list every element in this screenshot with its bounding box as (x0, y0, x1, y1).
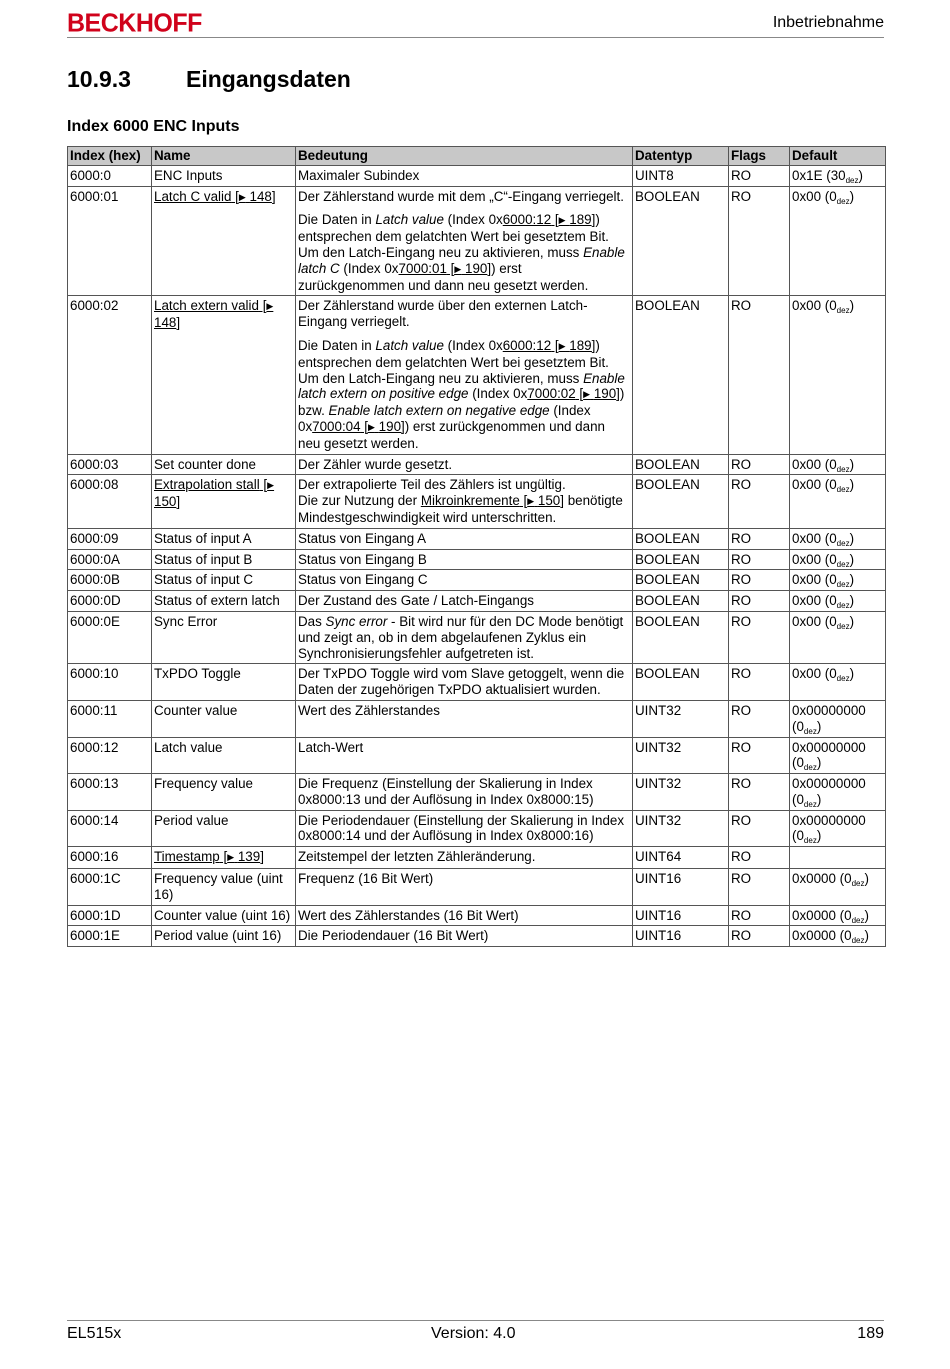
cell-flags: RO (729, 591, 790, 612)
col-header-flags: Flags (729, 147, 790, 166)
cell-name: Frequency value (uint 16) (152, 869, 296, 906)
table-row (68, 528, 886, 549)
cell-name: Set counter done (152, 454, 296, 475)
ref-link[interactable]: 7000:02 [▶ 190] (527, 386, 620, 402)
table-title: Index 6000 ENC Inputs (67, 118, 240, 135)
section-number: 10.9.3 (67, 66, 131, 92)
cell-index: 6000:03 (68, 454, 152, 475)
cell-default: 0x00 $(0_{dez})$ (790, 296, 886, 454)
table-row (68, 774, 886, 811)
cell-index: 6000:0D (68, 591, 152, 612)
cell-desc: Wert des Zählerstandes (16 Bit Wert) (296, 905, 633, 926)
cell-index: 6000:0B (68, 570, 152, 591)
section-heading (67, 66, 351, 93)
ref-link[interactable]: 7000:04 [▶ 190] (312, 418, 405, 434)
cell-default: 0x00 $(0_{dez})$ (790, 664, 886, 701)
cell-flags: RO (729, 528, 790, 549)
cell-desc: Der Zählerstand wurde mit dem „C“-Eingang verriegelt. Die Daten in Latch value (Index 0x6000:12 [▶ 189]) entsprechen dem gelatchten Wert bei gesetztem Bit. Um den Latch-Eingang neu zu aktivieren, muss Enable latch C (Index 0x7000:01 [▶ 190]) erst zurückgenommen und dann neu gesetzt werden. (296, 186, 633, 296)
section-title: Eingangsdaten (186, 66, 351, 92)
cell-default: 0x00 $(0_{dez})$ (790, 528, 886, 549)
cell-type: UINT16 (633, 926, 729, 947)
triangle-right-icon: ▶ (266, 301, 274, 312)
cell-desc: Die Periodendauer (Einstellung der Skalierung in Index 0x8000:14 und der Auflösung in Index 0x8000:16) (296, 810, 633, 847)
table-row (68, 549, 886, 570)
cell-flags: RO (729, 869, 790, 906)
cell-name: Status of input C (152, 570, 296, 591)
cell-desc: Frequenz (16 Bit Wert) (296, 869, 633, 906)
name-link[interactable]: Latch extern valid [▶ 148] (154, 298, 274, 331)
col-header-default: Default (790, 147, 886, 166)
cell-flags: RO (729, 810, 790, 847)
cell-index: 6000:0 (68, 165, 152, 186)
table-row (68, 570, 886, 591)
cell-flags: RO (729, 847, 790, 869)
cell-index: 6000:13 (68, 774, 152, 811)
cell-flags: RO (729, 454, 790, 475)
cell-default: 0x00 $(0_{dez})$ (790, 186, 886, 296)
cell-desc: Wert des Zählerstandes (296, 700, 633, 737)
cell-type: UINT8 (633, 165, 729, 186)
cell-index: 6000:14 (68, 810, 152, 847)
ref-link[interactable]: 6000:12 [▶ 189] (502, 212, 596, 228)
cell-desc: Das Sync error - Bit wird nur für den DC Mode benötigt und zeigt an, ob in dem abgelaufenen Zyklus ein Synchronisierungsfehler aufgetreten ist. (296, 611, 633, 663)
triangle-right-icon: ▶ (368, 421, 375, 432)
cell-desc: Der Zählerstand wurde über den externen Latch-Eingang verriegelt. Die Daten in Latch value (Index 0x6000:12 [▶ 189]) entsprechen dem gelatchten Wert bei gesetztem Bit. Um den Latch-Eingang neu zu aktivieren, muss Enable latch extern on positive edge (Index 0x7000:02 [▶ 190]) bzw. Enable latch extern on negative edge (Index 0x7000:04 [▶ 190]) erst zurückgenommen und dann neu gesetzt werden. (296, 296, 633, 454)
cell-flags: RO (729, 186, 790, 296)
cell-index: 6000:01 (68, 186, 152, 296)
cell-desc: Die Periodendauer (16 Bit Wert) (296, 926, 633, 947)
beckhoff-logo: BECKHOFF (67, 8, 202, 38)
cell-name: ENC Inputs (152, 165, 296, 186)
cell-default: 0x00 $(0_{dez})$ (790, 591, 886, 612)
cell-desc: Status von Eingang C (296, 570, 633, 591)
cell-name[interactable] (152, 296, 296, 454)
cell-desc: Status von Eingang B (296, 549, 633, 570)
cell-desc: Status von Eingang A (296, 528, 633, 549)
cell-flags: RO (729, 737, 790, 774)
cell-index: 6000:12 (68, 737, 152, 774)
cell-name[interactable] (152, 186, 296, 296)
cell-desc: Latch-Wert (296, 737, 633, 774)
cell-index: 6000:10 (68, 664, 152, 701)
cell-index: 6000:16 (68, 847, 152, 869)
cell-name: Latch value (152, 737, 296, 774)
cell-default: 0x00 $(0_{dez})$ (790, 611, 886, 663)
cell-default: 0x00000000 $(0_{dez})$ (790, 737, 886, 774)
table-row (68, 810, 886, 847)
cell-desc: Der Zustand des Gate / Latch-Eingangs (296, 591, 633, 612)
cell-flags: RO (729, 296, 790, 454)
table-row (68, 737, 886, 774)
triangle-right-icon: ▶ (558, 340, 566, 351)
table-row (68, 296, 886, 454)
cell-index: 6000:0A (68, 549, 152, 570)
cell-default: 0x00 $(0_{dez})$ (790, 454, 886, 475)
table-header-row (68, 147, 886, 166)
cell-type: BOOLEAN (633, 475, 729, 528)
triangle-right-icon: ▶ (227, 852, 235, 863)
cell-type: UINT16 (633, 905, 729, 926)
cell-name: Counter value (152, 700, 296, 737)
cell-index: 6000:1E (68, 926, 152, 947)
triangle-right-icon: ▶ (583, 389, 591, 400)
cell-index: 6000:02 (68, 296, 152, 454)
cell-desc: Maximaler Subindex (296, 165, 633, 186)
cell-flags: RO (729, 549, 790, 570)
cell-flags: RO (729, 165, 790, 186)
cell-default: 0x00 $(0_{dez})$ (790, 570, 886, 591)
cell-index: 6000:0E (68, 611, 152, 663)
cell-name[interactable] (152, 475, 296, 528)
cell-flags: RO (729, 664, 790, 701)
cell-type: BOOLEAN (633, 454, 729, 475)
cell-default: 0x00 $(0_{dez})$ (790, 549, 886, 570)
cell-index: 6000:1C (68, 869, 152, 906)
cell-default: 0x00000000 $(0_{dez})$ (790, 774, 886, 811)
triangle-right-icon: ▶ (558, 215, 566, 226)
cell-flags: RO (729, 475, 790, 528)
cell-type: BOOLEAN (633, 296, 729, 454)
footer-page-number: 189 (857, 1325, 884, 1342)
col-header-index: Index (hex) (68, 147, 152, 166)
cell-name: Sync Error (152, 611, 296, 663)
cell-default: 0x00000000 $(0_{dez})$ (790, 810, 886, 847)
cell-desc: Der extrapolierte Teil des Zählers ist ungültig. Die zur Nutzung der Mikroinkremente [▶ 150] benötigte Mindestgeschwindigkeit wird unterschritten. (296, 475, 633, 528)
ref-link[interactable]: 6000:12 [▶ 189] (502, 337, 596, 353)
cell-name: Period value (uint 16) (152, 926, 296, 947)
cell-desc: Die Frequenz (Einstellung der Skalierung in Index 0x8000:13 und der Auflösung in Index 0x8000:15) (296, 774, 633, 811)
cell-desc: Zeitstempel der letzten Zähleränderung. (296, 847, 633, 869)
cell-default: 0x0000 $(0_{dez})$ (790, 869, 886, 906)
table-row (68, 847, 886, 869)
cell-name: Period value (152, 810, 296, 847)
table-row (68, 165, 886, 186)
col-header-meaning: Bedeutung (296, 147, 633, 166)
cell-flags: RO (729, 570, 790, 591)
cell-type: BOOLEAN (633, 528, 729, 549)
cell-default (790, 847, 886, 869)
cell-name: Status of input A (152, 528, 296, 549)
cell-desc: Der TxPDO Toggle wird vom Slave getoggelt, wenn die Daten der zugehörigen TxPDO aktualisiert wurden. (296, 664, 633, 701)
ref-link[interactable]: Mikroinkremente [▶ 150] (420, 493, 564, 509)
cell-desc: Der Zähler wurde gesetzt. (296, 454, 633, 475)
cell-name: Status of extern latch (152, 591, 296, 612)
table-row (68, 454, 886, 475)
header-title: Inbetriebnahme (772, 14, 884, 31)
cell-default: 0x1E $(30_{dez})$ (790, 165, 886, 186)
cell-name: Frequency value (152, 774, 296, 811)
footer-divider (67, 1320, 884, 1321)
cell-type: BOOLEAN (633, 549, 729, 570)
col-header-datatype: Datentyp (633, 147, 729, 166)
triangle-right-icon: ▶ (238, 191, 246, 202)
cell-type: BOOLEAN (633, 570, 729, 591)
table-row (68, 611, 886, 663)
name-link[interactable]: Latch C valid [▶ 148] (154, 188, 276, 204)
table-row (68, 926, 886, 947)
cell-type: UINT32 (633, 810, 729, 847)
ref-link[interactable]: 7000:01 [▶ 190] (398, 260, 492, 276)
cell-index: 6000:09 (68, 528, 152, 549)
cell-type: BOOLEAN (633, 591, 729, 612)
cell-default: 0x00000000 $(0_{dez})$ (790, 700, 886, 737)
cell-index: 6000:1D (68, 905, 152, 926)
table-row (68, 591, 886, 612)
cell-name: TxPDO Toggle (152, 664, 296, 701)
cell-flags: RO (729, 700, 790, 737)
cell-name: Status of input B (152, 549, 296, 570)
cell-type: BOOLEAN (633, 664, 729, 701)
cell-index: 6000:11 (68, 700, 152, 737)
cell-flags: RO (729, 611, 790, 663)
cell-type: UINT64 (633, 847, 729, 869)
footer-version: Version: 4.0 (431, 1325, 516, 1342)
table-row (68, 869, 886, 906)
table-row (68, 186, 886, 296)
object-table (67, 146, 886, 947)
table-row (68, 905, 886, 926)
cell-type: BOOLEAN (633, 186, 729, 296)
name-link[interactable]: Extrapolation stall [▶ 150] (154, 477, 275, 510)
cell-flags: RO (729, 905, 790, 926)
col-header-name: Name (152, 147, 296, 166)
table-row (68, 700, 886, 737)
cell-flags: RO (729, 774, 790, 811)
name-link[interactable]: Timestamp [▶ 139] (154, 849, 264, 865)
triangle-right-icon: ▶ (454, 263, 462, 274)
cell-index: 6000:08 (68, 475, 152, 528)
cell-name[interactable] (152, 847, 296, 869)
cell-default: 0x0000 $(0_{dez})$ (790, 926, 886, 947)
cell-default: 0x0000 $(0_{dez})$ (790, 905, 886, 926)
cell-type: BOOLEAN (633, 611, 729, 663)
table-row (68, 475, 886, 528)
triangle-right-icon: ▶ (267, 480, 275, 491)
table-row (68, 664, 886, 701)
cell-flags: RO (729, 926, 790, 947)
cell-type: UINT32 (633, 700, 729, 737)
triangle-right-icon: ▶ (527, 496, 535, 507)
cell-type: UINT16 (633, 869, 729, 906)
header-divider (67, 37, 884, 38)
footer-product: EL515x (67, 1325, 122, 1342)
cell-type: UINT32 (633, 774, 729, 811)
cell-default: 0x00 $(0_{dez})$ (790, 475, 886, 528)
cell-name: Counter value (uint 16) (152, 905, 296, 926)
cell-type: UINT32 (633, 737, 729, 774)
